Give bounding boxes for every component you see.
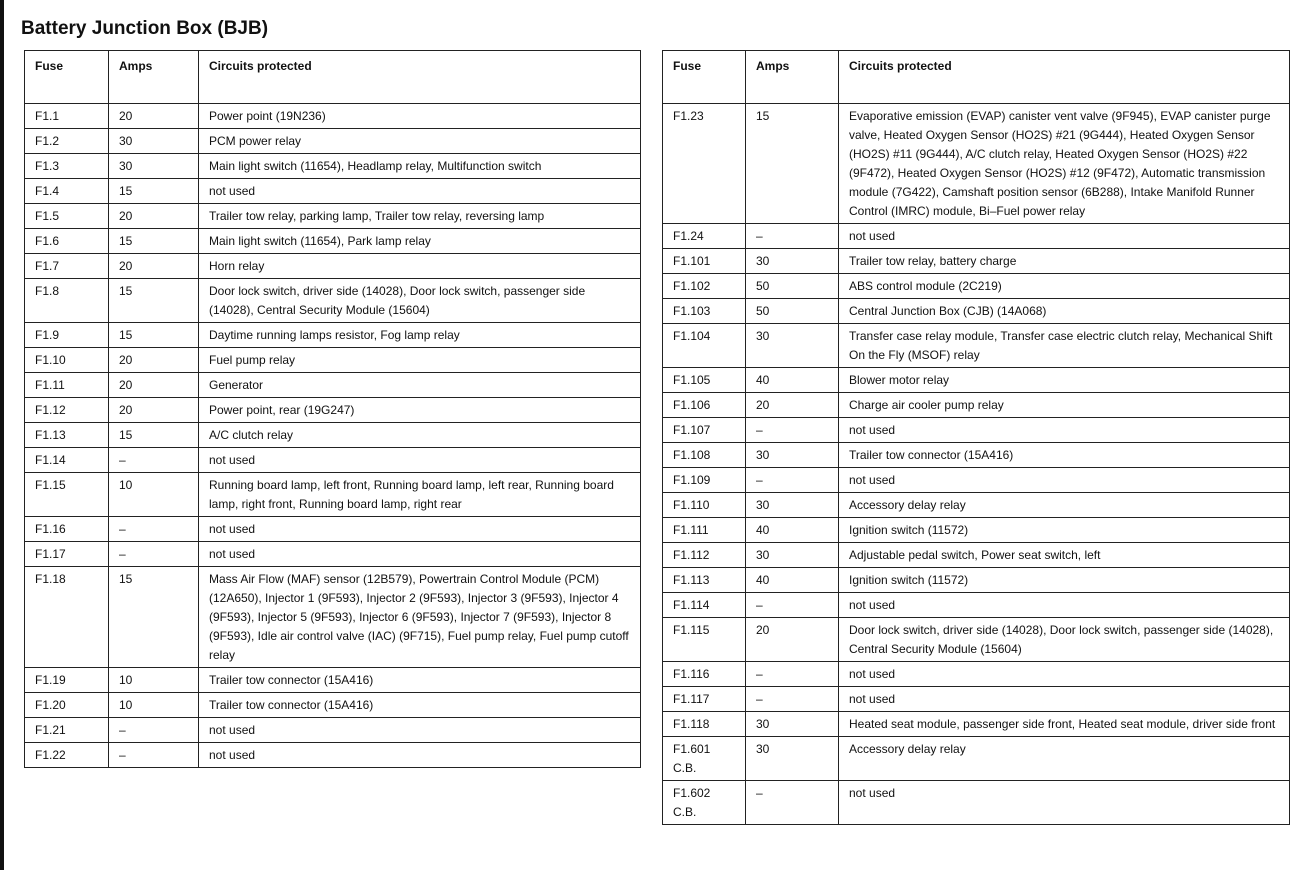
fuse-cell: F1.17	[25, 542, 109, 567]
fuse-cell: F1.16	[25, 517, 109, 542]
fuse-cell: F1.104	[663, 324, 746, 368]
table-row	[25, 473, 641, 517]
amps-cell: 30	[746, 443, 839, 468]
table-row	[25, 279, 641, 323]
fuse-table-right	[662, 50, 1290, 825]
table-row	[663, 324, 1290, 368]
circuits-cell: Adjustable pedal switch, Power seat switch, left	[839, 543, 1290, 568]
circuits-cell: Mass Air Flow (MAF) sensor (12B579), Powertrain Control Module (PCM) (12A650), Injector 1 (9F593), Injector 2 (9F593), Injector 3 (9F593), Injector 4 (9F593), Injector 5 (9F593), Injector 6 (9F593), Injector 7 (9F593), Injector 8 (9F593), Idle air control valve (IAC) (9F715), Fuel pump relay, Fuel pump cutoff relay	[199, 567, 641, 668]
circuits-cell: not used	[839, 593, 1290, 618]
circuits-cell: Trailer tow relay, battery charge	[839, 249, 1290, 274]
amps-cell: 15	[109, 179, 199, 204]
header-fuse: Fuse	[663, 51, 746, 104]
table-row	[25, 542, 641, 567]
table-row	[663, 493, 1290, 518]
fuse-cell: F1.117	[663, 687, 746, 712]
amps-cell: 30	[746, 712, 839, 737]
fuse-cell: F1.3	[25, 154, 109, 179]
amps-cell: 15	[109, 567, 199, 668]
circuits-cell: Ignition switch (11572)	[839, 518, 1290, 543]
circuits-cell: not used	[199, 179, 641, 204]
table-row	[663, 274, 1290, 299]
table-row	[25, 154, 641, 179]
fuse-cell: F1.114	[663, 593, 746, 618]
fuse-cell: F1.14	[25, 448, 109, 473]
table-header-row	[663, 51, 1290, 104]
circuits-cell: Evaporative emission (EVAP) canister vent valve (9F945), EVAP canister purge valve, Heated Oxygen Sensor (HO2S) #21 (9G444), Heated Oxygen Sensor (HO2S) #11 (9G444), A/C clutch relay, Heated Oxygen Sensor (HO2S) #22 (9F472), Heated Oxygen Sensor (HO2S) #12 (9F472), Automatic transmission module (7G422), Camshaft position sensor (6B288), Intake Manifold Runner Control (IMRC) module, Bi–Fuel power relay	[839, 104, 1290, 224]
fuse-cell: F1.15	[25, 473, 109, 517]
circuits-cell: Fuel pump relay	[199, 348, 641, 373]
circuits-cell: Charge air cooler pump relay	[839, 393, 1290, 418]
amps-cell: –	[746, 593, 839, 618]
amps-cell: –	[746, 418, 839, 443]
amps-cell: 20	[109, 373, 199, 398]
table-row	[663, 418, 1290, 443]
fuse-cell: F1.109	[663, 468, 746, 493]
fuse-cell: F1.6	[25, 229, 109, 254]
fuse-cell: F1.106	[663, 393, 746, 418]
amps-cell: 15	[109, 423, 199, 448]
fuse-cell: F1.1	[25, 104, 109, 129]
circuits-cell: Door lock switch, driver side (14028), Door lock switch, passenger side (14028), Central Security Module (15604)	[839, 618, 1290, 662]
amps-cell: –	[746, 781, 839, 825]
circuits-cell: Main light switch (11654), Headlamp relay, Multifunction switch	[199, 154, 641, 179]
table-row	[25, 668, 641, 693]
amps-cell: 20	[746, 618, 839, 662]
amps-cell: 50	[746, 299, 839, 324]
fuse-cell: F1.115	[663, 618, 746, 662]
fuse-cell: F1.601 C.B.	[663, 737, 746, 781]
amps-cell: –	[746, 224, 839, 249]
table-row	[25, 517, 641, 542]
fuse-cell: F1.8	[25, 279, 109, 323]
fuse-cell: F1.24	[663, 224, 746, 249]
table-row	[663, 781, 1290, 825]
amps-cell: 40	[746, 568, 839, 593]
fuse-cell: F1.9	[25, 323, 109, 348]
amps-cell: –	[109, 448, 199, 473]
circuits-cell: not used	[839, 687, 1290, 712]
fuse-cell: F1.116	[663, 662, 746, 687]
circuits-cell: Running board lamp, left front, Running board lamp, left rear, Running board lamp, right front, Running board lamp, right rear	[199, 473, 641, 517]
circuits-cell: Central Junction Box (CJB) (14A068)	[839, 299, 1290, 324]
circuits-cell: not used	[839, 224, 1290, 249]
table-row	[25, 104, 641, 129]
circuits-cell: Power point, rear (19G247)	[199, 398, 641, 423]
table-row	[25, 373, 641, 398]
fuse-cell: F1.111	[663, 518, 746, 543]
table-row	[25, 718, 641, 743]
amps-cell: –	[109, 743, 199, 768]
table-row	[663, 368, 1290, 393]
circuits-cell: Trailer tow connector (15A416)	[199, 668, 641, 693]
fuse-cell: F1.19	[25, 668, 109, 693]
fuse-cell: F1.11	[25, 373, 109, 398]
header-amps: Amps	[746, 51, 839, 104]
page-edge-bar	[0, 0, 4, 870]
fuse-cell: F1.12	[25, 398, 109, 423]
amps-cell: –	[746, 468, 839, 493]
header-circuits: Circuits protected	[199, 51, 641, 104]
circuits-cell: not used	[199, 718, 641, 743]
amps-cell: 30	[109, 129, 199, 154]
table-row	[25, 693, 641, 718]
table-row	[663, 593, 1290, 618]
fuse-cell: F1.105	[663, 368, 746, 393]
amps-cell: 30	[746, 324, 839, 368]
table-row	[25, 398, 641, 423]
circuits-cell: A/C clutch relay	[199, 423, 641, 448]
table-row	[663, 443, 1290, 468]
fuse-cell: F1.108	[663, 443, 746, 468]
table-row	[25, 254, 641, 279]
fuse-cell: F1.118	[663, 712, 746, 737]
circuits-cell: Generator	[199, 373, 641, 398]
header-circuits: Circuits protected	[839, 51, 1290, 104]
circuits-cell: Horn relay	[199, 254, 641, 279]
table-row	[25, 179, 641, 204]
circuits-cell: not used	[839, 418, 1290, 443]
amps-cell: 20	[746, 393, 839, 418]
circuits-cell: not used	[199, 542, 641, 567]
circuits-cell: Door lock switch, driver side (14028), Door lock switch, passenger side (14028), Central Security Module (15604)	[199, 279, 641, 323]
circuits-cell: not used	[199, 743, 641, 768]
table-row	[663, 687, 1290, 712]
table-row	[663, 618, 1290, 662]
table-row	[25, 448, 641, 473]
amps-cell: 20	[109, 398, 199, 423]
fuse-cell: F1.101	[663, 249, 746, 274]
amps-cell: 20	[109, 204, 199, 229]
table-row	[663, 737, 1290, 781]
fuse-cell: F1.112	[663, 543, 746, 568]
circuits-cell: Trailer tow connector (15A416)	[199, 693, 641, 718]
amps-cell: 30	[746, 493, 839, 518]
table-row	[663, 712, 1290, 737]
table-row	[25, 204, 641, 229]
table-row	[663, 568, 1290, 593]
circuits-cell: Daytime running lamps resistor, Fog lamp relay	[199, 323, 641, 348]
table-row	[663, 249, 1290, 274]
amps-cell: –	[109, 718, 199, 743]
circuits-cell: Accessory delay relay	[839, 493, 1290, 518]
circuits-cell: Transfer case relay module, Transfer case electric clutch relay, Mechanical Shift On the Fly (MSOF) relay	[839, 324, 1290, 368]
amps-cell: –	[109, 517, 199, 542]
fuse-cell: F1.110	[663, 493, 746, 518]
table-row	[663, 518, 1290, 543]
table-row	[663, 104, 1290, 224]
amps-cell: 10	[109, 668, 199, 693]
circuits-cell: Power point (19N236)	[199, 104, 641, 129]
table-row	[25, 348, 641, 373]
fuse-cell: F1.107	[663, 418, 746, 443]
circuits-cell: not used	[839, 781, 1290, 825]
table-row	[25, 567, 641, 668]
table-row	[25, 423, 641, 448]
amps-cell: 20	[109, 254, 199, 279]
page-title: Battery Junction Box (BJB)	[21, 18, 269, 39]
amps-cell: 20	[109, 104, 199, 129]
amps-cell: 10	[109, 693, 199, 718]
table-row	[663, 543, 1290, 568]
amps-cell: 30	[109, 154, 199, 179]
amps-cell: –	[109, 542, 199, 567]
table-row	[25, 229, 641, 254]
circuits-cell: Accessory delay relay	[839, 737, 1290, 781]
fuse-cell: F1.2	[25, 129, 109, 154]
table-row	[663, 393, 1290, 418]
amps-cell: 40	[746, 368, 839, 393]
fuse-cell: F1.602 C.B.	[663, 781, 746, 825]
fuse-cell: F1.20	[25, 693, 109, 718]
table-header-row	[25, 51, 641, 104]
fuse-cell: F1.7	[25, 254, 109, 279]
amps-cell: 15	[109, 323, 199, 348]
table-row	[25, 129, 641, 154]
amps-cell: 15	[109, 229, 199, 254]
fuse-cell: F1.103	[663, 299, 746, 324]
fuse-cell: F1.5	[25, 204, 109, 229]
amps-cell: 10	[109, 473, 199, 517]
amps-cell: 15	[109, 279, 199, 323]
fuse-cell: F1.4	[25, 179, 109, 204]
fuse-cell: F1.113	[663, 568, 746, 593]
amps-cell: 30	[746, 249, 839, 274]
fuse-cell: F1.23	[663, 104, 746, 224]
circuits-cell: not used	[199, 448, 641, 473]
circuits-cell: Blower motor relay	[839, 368, 1290, 393]
fuse-cell: F1.21	[25, 718, 109, 743]
circuits-cell: ABS control module (2C219)	[839, 274, 1290, 299]
table-row	[25, 743, 641, 768]
fuse-cell: F1.10	[25, 348, 109, 373]
table-row	[25, 323, 641, 348]
circuits-cell: Main light switch (11654), Park lamp relay	[199, 229, 641, 254]
table-row	[663, 224, 1290, 249]
amps-cell: –	[746, 687, 839, 712]
fuse-table-left	[24, 50, 641, 768]
table-row	[663, 299, 1290, 324]
circuits-cell: not used	[839, 662, 1290, 687]
fuse-cell: F1.18	[25, 567, 109, 668]
amps-cell: 50	[746, 274, 839, 299]
circuits-cell: not used	[839, 468, 1290, 493]
amps-cell: 20	[109, 348, 199, 373]
amps-cell: 30	[746, 737, 839, 781]
amps-cell: 40	[746, 518, 839, 543]
header-amps: Amps	[109, 51, 199, 104]
circuits-cell: Trailer tow relay, parking lamp, Trailer tow relay, reversing lamp	[199, 204, 641, 229]
amps-cell: –	[746, 662, 839, 687]
circuits-cell: Trailer tow connector (15A416)	[839, 443, 1290, 468]
circuits-cell: Heated seat module, passenger side front, Heated seat module, driver side front	[839, 712, 1290, 737]
table-row	[663, 662, 1290, 687]
amps-cell: 30	[746, 543, 839, 568]
circuits-cell: Ignition switch (11572)	[839, 568, 1290, 593]
circuits-cell: not used	[199, 517, 641, 542]
fuse-cell: F1.102	[663, 274, 746, 299]
amps-cell: 15	[746, 104, 839, 224]
fuse-cell: F1.22	[25, 743, 109, 768]
table-row	[663, 468, 1290, 493]
fuse-cell: F1.13	[25, 423, 109, 448]
circuits-cell: PCM power relay	[199, 129, 641, 154]
header-fuse: Fuse	[25, 51, 109, 104]
